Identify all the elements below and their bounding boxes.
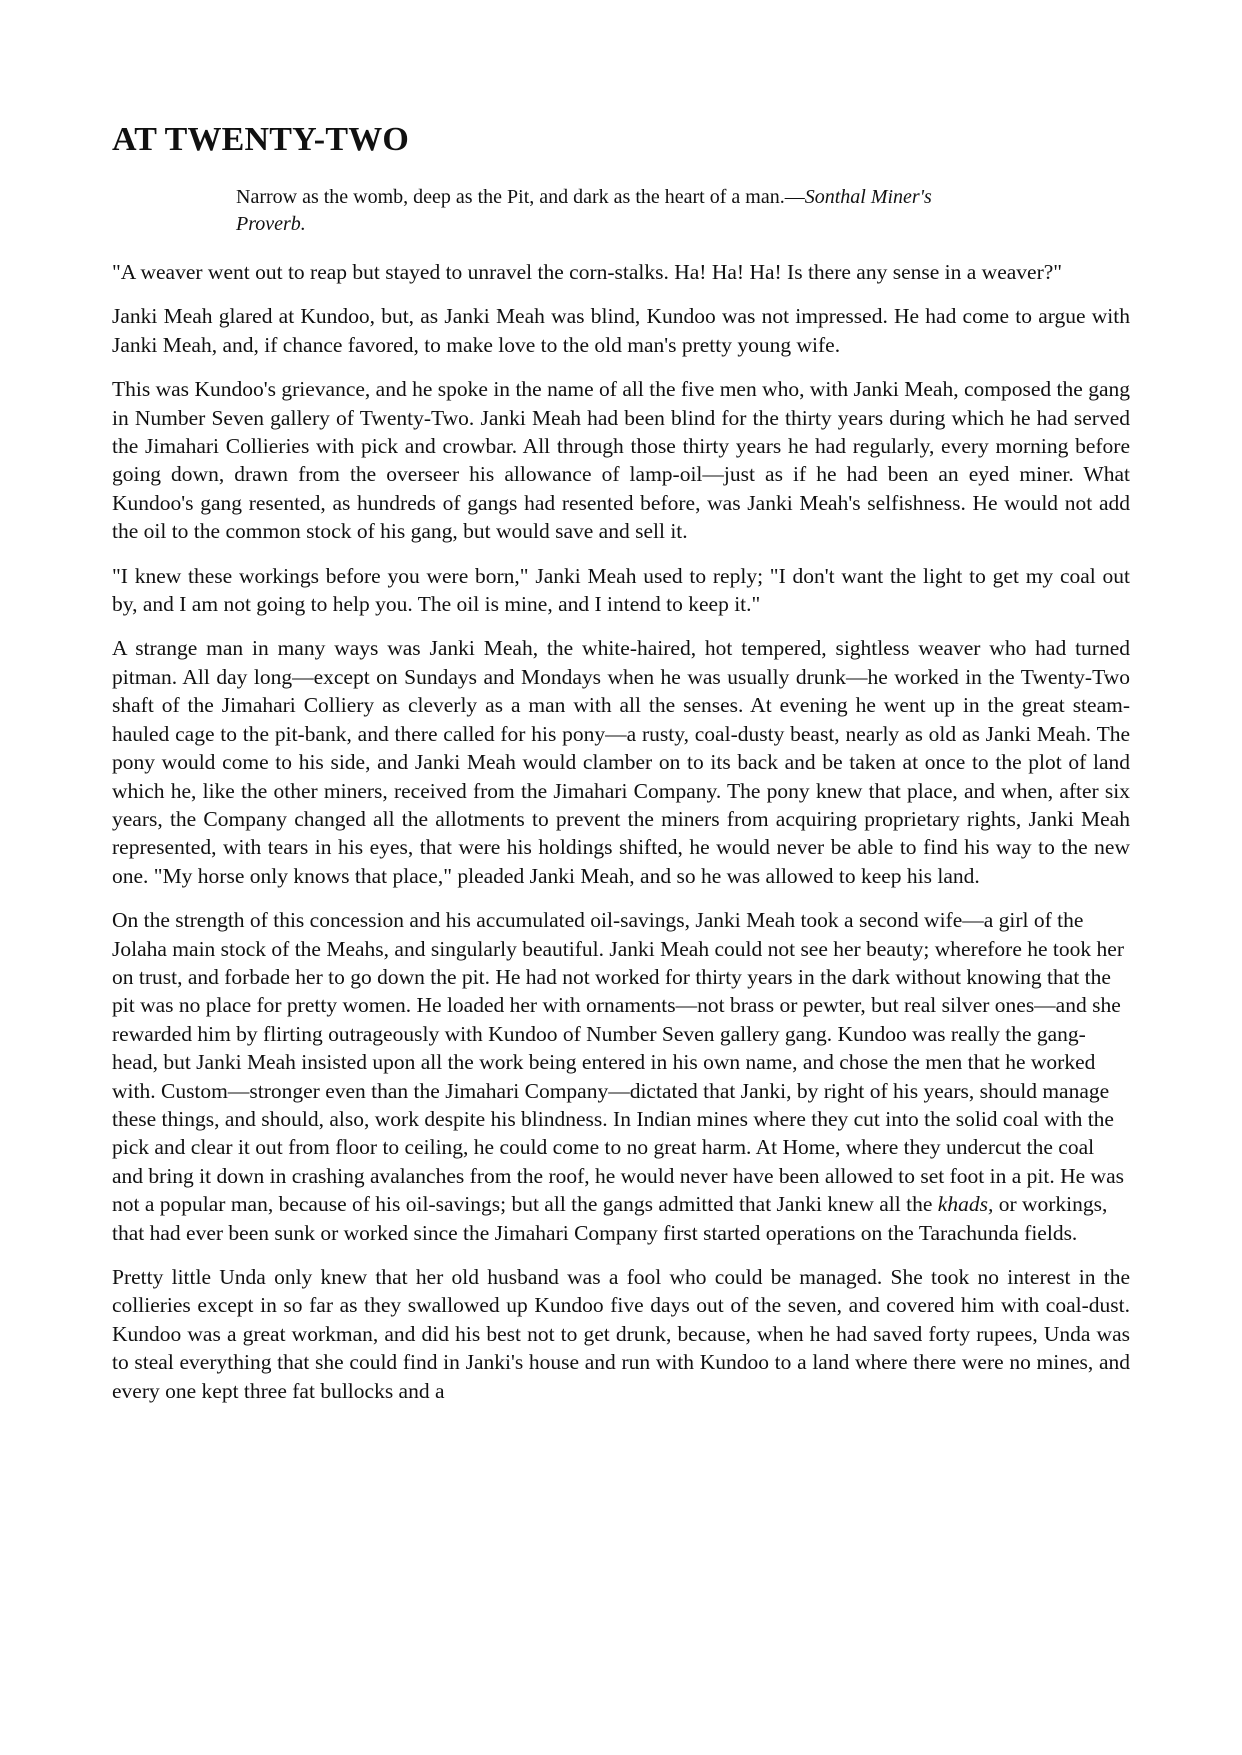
paragraph-2: Janki Meah glared at Kundoo, but, as Janki Meah was blind, Kundoo was not impressed. He had come to argue with Janki Meah, and, if chance favored, to make love to the old man's pretty young wife. [112,304,1130,357]
epigraph-source: Sonthal Miner's Proverb. [236,186,932,235]
paragraph-4: "I knew these workings before you were born," Janki Meah used to reply; "I don't want the light to get my coal out by, and I am not going to help you. The oil is mine, and I intend to keep it." [112,563,1130,617]
paragraph-6-italic-term: khads, [937,1192,994,1217]
chapter-title: AT TWENTY-TWO [112,121,410,158]
epigraph [236,184,996,238]
page-body [112,120,1130,1421]
epigraph-text: Narrow as the womb, deep as the Pit, and dark as the heart of a man.— [236,186,805,208]
paragraph-6-text-b: or workings, that had ever been sunk or worked since the Jimahari Company first started operations on the Tarachunda fields. [112,1192,1108,1245]
paragraph-5: A strange man in many ways was Janki Meah, the white-haired, hot tempered, sightless weaver who had turned pitman. All day long—except on Sundays and Mondays when he was usually drunk—he worked in the Twenty-Two shaft of the Jimahari Colliery as cleverly as a man with all the senses. At evening he went up in the great steam-hauled cage to the pit-bank, and there called for his pony—a rusty, coal-dusty beast, nearly as old as Janki Meah. The pony would come to his side, and Janki Meah would clamber on to its back and be taken at once to the plot of land which he, like the other miners, received from the Jimahari Company. The pony knew that place, and when, after six years, the Company changed all the allotments to prevent the miners from acquiring proprietary rights, Janki Meah represented, with tears in his eyes, that were his holdings shifted, he would never be able to find his way to the new one. "My horse only knows that place," pleaded Janki Meah, and so he was allowed to keep his land. [112,636,1130,888]
paragraph-1: "A weaver went out to reap but stayed to unravel the corn-stalks. Ha! Ha! Ha! Is there any sense in a weaver?" [112,260,1063,284]
paragraph-7: Pretty little Unda only knew that her old husband was a fool who could be managed. She took no interest in the collieries except in so far as they swallowed up Kundoo five days out of the seven, and covered him with coal-dust. Kundoo was a great workman, and did his best not to get drunk, because, when he had saved forty rupees, Unda was to steal everything that she could find in Janki's house and run with Kundoo to a land where there were no mines, and every one kept three fat bullocks and a [112,1265,1130,1403]
paragraph-3: This was Kundoo's grievance, and he spoke in the name of all the five men who, with Janki Meah, composed the gang in Number Seven gallery of Twenty-Two. Janki Meah had been blind for the thirty years during which he had served the Jimahari Collieries with pick and crowbar. All through those thirty years he had regularly, every morning before going down, drawn from the overseer his allowance of lamp-oil—just as if he had been an eyed miner. What Kundoo's gang resented, as hundreds of gangs had resented before, was Janki Meah's selfishness. He would not add the oil to the common stock of his gang, but would save and sell it. [112,377,1130,544]
paragraph-6-text-a: On the strength of this concession and his accumulated oil-savings, Janki Meah took a second wife—a girl of the Jolaha main stock of the Meahs, and singularly beautiful. Janki Meah could not see her beauty; wherefore he took her on trust, and forbade her to go down the pit. He had not worked for thirty years in the dark without knowing that the pit was no place for pretty women. He loaded her with ornaments—not brass or pewter, but real silver ones—and she rewarded him by flirting outrageously with Kundoo of Number Seven gallery gang. Kundoo was really the gang-head, but Janki Meah insisted upon all the work being entered in his own name, and chose the men that he worked with. Custom—stronger even than the Jimahari Company—dictated that Janki, by right of his years, should manage these things, and should, also, work despite his blindness. In Indian mines where they cut into the solid coal with the pick and clear it out from floor to ceiling, he could come to no great harm. At Home, where they undercut the coal and bring it down in crashing avalanches from the roof, he would never have been allowed to set foot in a pit. He was not a popular man, because of his oil-savings; but all the gangs admitted that Janki knew all the [112,908,1124,1217]
paragraph-6 [112,906,1130,1247]
